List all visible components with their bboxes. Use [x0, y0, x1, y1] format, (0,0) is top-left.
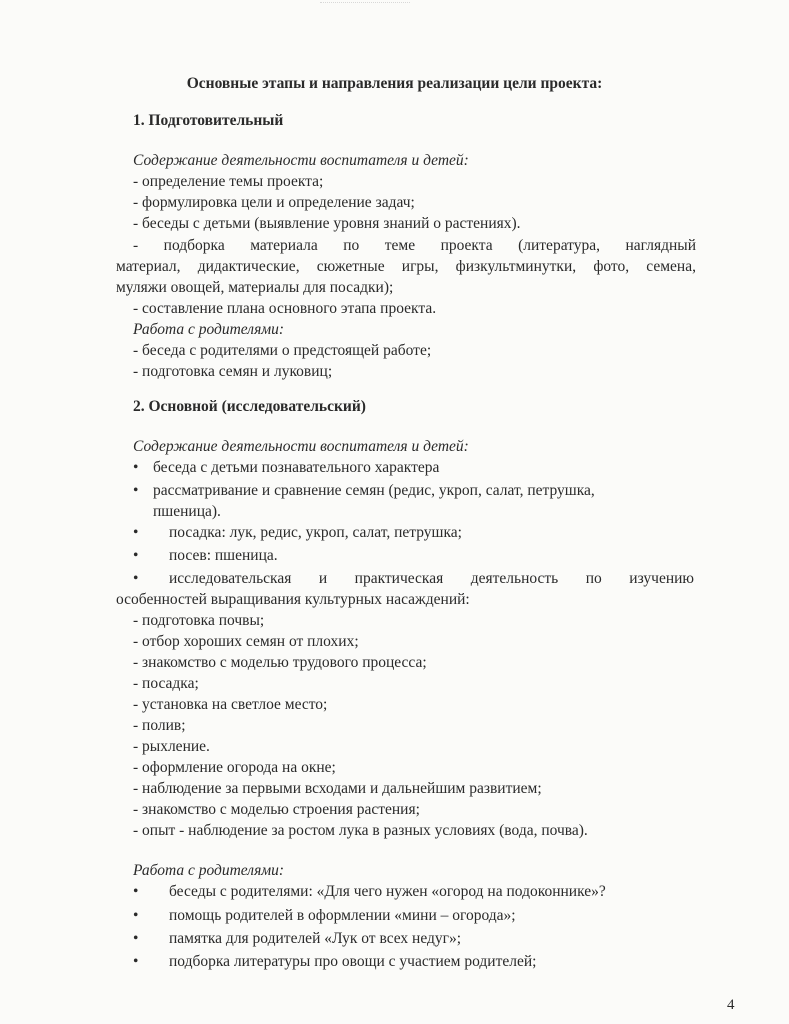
section-2-content-label: Содержание деятельности воспитателя и детей: — [133, 438, 469, 455]
list-item-continued: муляжи овощей, материалы для посадки); — [116, 279, 394, 296]
document-title: Основные этапы и направления реализации цели проекта: — [186, 75, 603, 92]
bullet-text: памятка для родителей «Лук от всех недуг»; — [169, 930, 462, 947]
bullet-item — [133, 952, 536, 971]
bullet-text: беседы с родителями: «Для чего нужен «огород на подоконнике»? — [169, 883, 606, 900]
list-item: - подборка материала по теме проекта (литература, наглядный — [133, 237, 696, 254]
bullet-item — [133, 569, 696, 588]
bullet-text: исследовательская и практическая деятельность по изучению — [169, 570, 694, 587]
page-number: 4 — [727, 997, 735, 1013]
list-item: - определение темы проекта; — [133, 173, 324, 190]
list-item: - установка на светлое место; — [133, 696, 328, 713]
list-item: - рыхление. — [133, 738, 210, 755]
section-1-heading: 1. Подготовительный — [133, 112, 284, 129]
bullet-item — [133, 929, 461, 948]
list-item: - беседы с детьми (выявление уровня знаний о растениях). — [133, 215, 521, 232]
list-item: - подготовка семян и луковиц; — [133, 363, 333, 380]
section-1-parents-label: Работа с родителями: — [133, 321, 285, 338]
bullet-text: посадка: лук, редис, укроп, салат, петрушка; — [169, 524, 462, 541]
list-item: - наблюдение за первыми всходами и дальнейшим развитием; — [133, 780, 542, 797]
bullet-icon: • — [133, 459, 139, 476]
bullet-icon: • — [133, 547, 139, 564]
list-item: - отбор хороших семян от плохих; — [133, 633, 359, 650]
section-2-heading: 2. Основной (исследовательский) — [133, 398, 366, 415]
bullet-text-continued: особенностей выращивания культурных насаждений: — [116, 591, 470, 608]
scan-artifact — [320, 0, 410, 3]
list-item: - формулировка цели и определение задач; — [133, 194, 415, 211]
list-item: - беседа с родителями о предстоящей работе; — [133, 342, 432, 359]
section-2-parents-label: Работа с родителями: — [133, 862, 285, 879]
bullet-icon: • — [133, 482, 139, 499]
list-item: - знакомство с моделью трудового процесса; — [133, 654, 427, 671]
bullet-text-continued: пшеница). — [153, 503, 221, 520]
bullet-item — [133, 546, 278, 565]
list-item: - подготовка почвы; — [133, 612, 265, 629]
list-item: - оформление огорода на окне; — [133, 759, 336, 776]
bullet-item — [133, 523, 462, 542]
bullet-text: подборка литературы про овощи с участием родителей; — [169, 953, 537, 970]
list-item: - опыт - наблюдение за ростом лука в разных условиях (вода, почва). — [133, 822, 588, 839]
bullet-item — [133, 882, 606, 901]
list-item: - полив; — [133, 717, 186, 734]
bullet-icon: • — [133, 907, 139, 924]
list-item-continued: материал, дидактические, сюжетные игры, физкультминутки, фото, семена, — [116, 258, 696, 275]
bullet-text: посев: пшеница. — [169, 547, 278, 564]
section-1-content-label: Содержание деятельности воспитателя и детей: — [133, 152, 469, 169]
bullet-icon: • — [133, 953, 139, 970]
bullet-icon: • — [133, 524, 139, 541]
bullet-icon: • — [133, 883, 139, 900]
list-item: - посадка; — [133, 675, 199, 692]
list-item: - знакомство с моделью строения растения; — [133, 801, 420, 818]
bullet-icon: • — [133, 930, 139, 947]
bullet-text: беседа с детьми познавательного характера — [153, 459, 440, 476]
bullet-item — [133, 481, 595, 500]
bullet-item — [133, 458, 439, 477]
bullet-text: помощь родителей в оформлении «мини – огорода»; — [169, 907, 516, 924]
list-item: - составление плана основного этапа проекта. — [133, 300, 437, 317]
bullet-icon: • — [133, 570, 139, 587]
bullet-item — [133, 906, 516, 925]
bullet-text: рассматривание и сравнение семян (редис, укроп, салат, петрушка, — [153, 482, 595, 499]
